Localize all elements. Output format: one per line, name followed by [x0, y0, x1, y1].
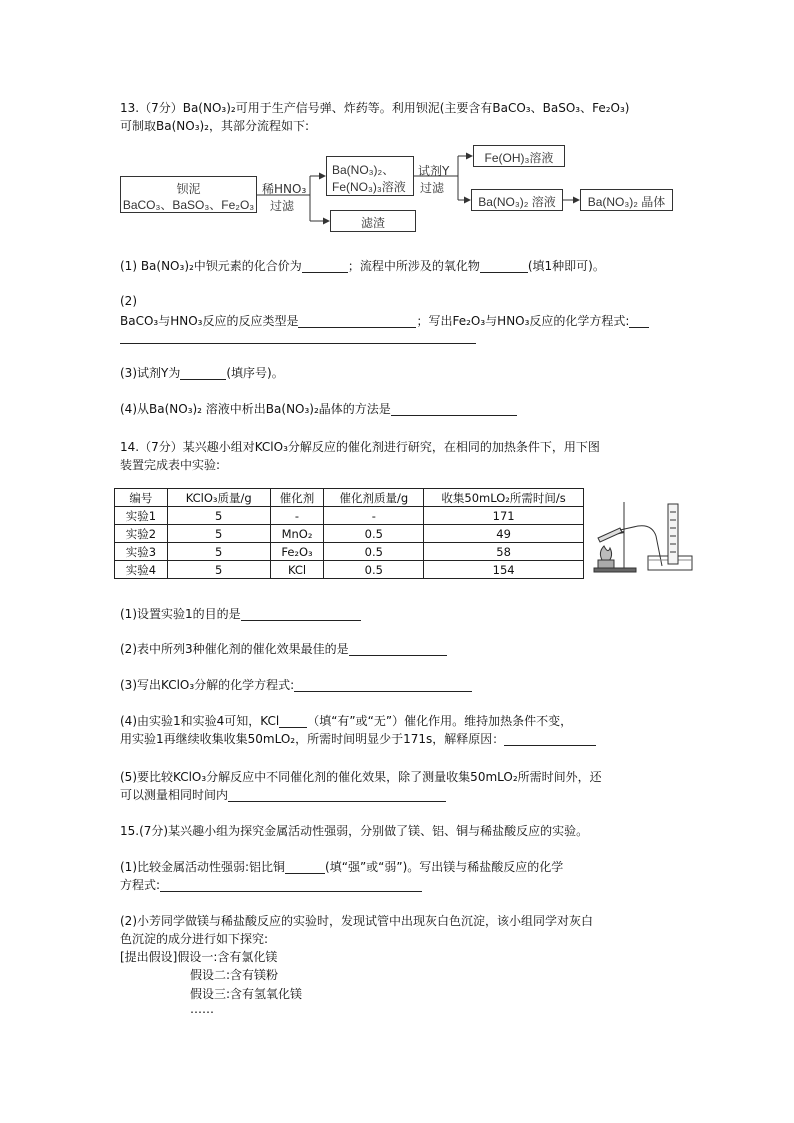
- table-cell: 5: [167, 507, 270, 525]
- table-cell: 实验4: [115, 561, 168, 579]
- q15-part1-text-c: 方程式:: [120, 878, 161, 892]
- table-cell: 5: [167, 561, 270, 579]
- table-cell: 实验1: [115, 507, 168, 525]
- q14-part5-text-b: 可以测量相同时间内: [120, 788, 229, 802]
- q13-part2-number: (2): [120, 294, 137, 308]
- q14-part4-text-a: (4)由实验1和实验4可知，KCl: [120, 714, 280, 728]
- table-row: [115, 543, 584, 561]
- q14-part4-text-b: （填“有”或“无”）催化作用。维持加热条件不变，: [307, 714, 573, 728]
- alcohol-lamp: [598, 560, 614, 568]
- flow-box-filtrate-line1: Ba(NO₃)₂、: [332, 163, 395, 177]
- q13-answer-crystallization[interactable]: [391, 402, 517, 416]
- q13-part4: [120, 400, 517, 417]
- q14-stem-line2: 装置完成表中实验:: [120, 458, 221, 472]
- flow-arrow2-reagent: 试剂Y: [418, 164, 450, 178]
- q14-answer-best-catalyst[interactable]: [349, 642, 447, 656]
- q14-part4-text-c: 用实验1再继续收集收集50mLO₂，所需时间明显少于171s，解释原因：: [120, 732, 505, 746]
- q15-hypothesis-ellipsis: ……: [190, 1002, 214, 1016]
- flow-box-residue-label: 滤渣: [360, 216, 385, 230]
- oxygen-collection-apparatus-illustration: [590, 498, 698, 576]
- table-cell: 58: [424, 543, 584, 561]
- table-cell: KCl: [270, 561, 324, 579]
- flow-box-barium-nitrate-crystal-label: Ba(NO₃)₂ 晶体: [587, 195, 666, 209]
- q14-part4-line2: [120, 730, 596, 747]
- q13-part2: [120, 312, 649, 329]
- q13-part1-text-b: ；流程中所涉及的氧化物: [347, 259, 480, 273]
- table-cell: 实验3: [115, 543, 168, 561]
- q13-part3-text-b: (填序号)。: [226, 366, 284, 380]
- q13-answer-oxide[interactable]: [480, 259, 528, 273]
- q13-answer-reagent-y[interactable]: [180, 366, 226, 380]
- test-tube: [598, 528, 622, 542]
- q15-answer-activity[interactable]: [285, 860, 325, 874]
- q14-answer-kcl-effect[interactable]: [279, 714, 307, 728]
- table-cell: 0.5: [324, 561, 424, 579]
- q14-part5-line1: (5)要比较KClO₃分解反应中不同催化剂的催化效果，除了测量收集50mLO₂所需时间外，还: [120, 770, 602, 784]
- q14-part4-line1: [120, 712, 572, 729]
- q15-answer-equation[interactable]: [160, 878, 422, 892]
- stand-base: [594, 568, 636, 572]
- q15-part1-text-b: (填“强”或“弱”)。写出镁与稀盐酸反应的化学: [325, 860, 564, 874]
- table-cell: -: [324, 507, 424, 525]
- q15-hypothesis-1: [提出假设]假设一:含有氯化镁: [120, 950, 278, 964]
- table-header-cell: KClO₃质量/g: [167, 489, 270, 507]
- q14-part5-line2: [120, 786, 446, 803]
- flow-arrow2-operation: 过滤: [420, 181, 445, 195]
- table-cell: 5: [167, 543, 270, 561]
- table-cell: 5: [167, 525, 270, 543]
- q14-part1-text: (1)设置实验1的目的是: [120, 607, 241, 621]
- flow-box-barium-mud-components: BaCO₃、BaSO₃、Fe₂O₃: [122, 198, 255, 212]
- q13-stem-line2: 可制取Ba(NO₃)₂，其部分流程如下:: [120, 119, 310, 133]
- q14-part2: [120, 640, 447, 657]
- q13-part1-text-a: (1) Ba(NO₃)₂中钡元素的化合价为: [120, 259, 302, 273]
- table-header-row: [115, 489, 584, 507]
- table-row: [115, 525, 584, 543]
- flow-box-filtrate-line2: Fe(NO₃)₃溶液: [332, 180, 406, 194]
- q13-part1: [120, 257, 605, 274]
- q13-part2-text-a: BaCO₃与HNO₃反应的反应类型是: [120, 314, 299, 328]
- q15-part2-line1: (2)小芳同学做镁与稀盐酸反应的实验时，发现试管中出现灰白色沉淀，该小组同学对灰白: [120, 914, 594, 928]
- q13-part1-text-c: (填1种即可)。: [527, 259, 605, 273]
- q15-part1-line2: [120, 876, 422, 893]
- q14-answer-reason[interactable]: [504, 732, 596, 746]
- flow-arrow1-reagent: 稀HNO₃: [262, 182, 307, 196]
- table-header-cell: 催化剂质量/g: [324, 489, 424, 507]
- q13-part2-text-b: ；写出Fe₂O₃与HNO₃反应的化学方程式:: [416, 314, 630, 328]
- q13-part3: [120, 364, 284, 381]
- q14-answer-equation[interactable]: [294, 678, 472, 692]
- q15-part2-line2: 色沉淀的成分进行如下探究:: [120, 932, 269, 946]
- q14-answer-purpose[interactable]: [241, 607, 361, 621]
- table-cell: 0.5: [324, 525, 424, 543]
- graduated-cylinder: [668, 504, 678, 564]
- q13-answer-equation-start[interactable]: [629, 314, 649, 328]
- q15-stem: 15.(7分)某兴趣小组为探究金属活动性强弱，分别做了镁、铝、铜与稀盐酸反应的实验。: [120, 824, 589, 838]
- flow-box-barium-mud-title: 钡泥: [176, 182, 201, 196]
- table-row: [115, 561, 584, 579]
- table-header-cell: 催化剂: [270, 489, 324, 507]
- table-cell: 49: [424, 525, 584, 543]
- q13-answer-reaction-type[interactable]: [298, 314, 416, 328]
- q13-part3-text-a: (3)试剂Y为: [120, 366, 181, 380]
- q15-hypothesis-3: 假设三:含有氢氧化镁: [190, 987, 303, 1001]
- q15-part1-line1: [120, 858, 563, 875]
- table-cell: 171: [424, 507, 584, 525]
- flow-box-iron-hydroxide-label: Fe(OH)₃溶液: [484, 151, 554, 165]
- q14-stem-line1: 14.（7分）某兴趣小组对KClO₃分解反应的催化剂进行研究，在相同的加热条件下，用下图: [120, 440, 600, 454]
- table-cell: -: [270, 507, 324, 525]
- q15-hypothesis-2: 假设二:含有镁粉: [190, 968, 279, 982]
- table-cell: Fe₂O₃: [270, 543, 324, 561]
- table-cell: 0.5: [324, 543, 424, 561]
- q13-answer-valence[interactable]: [302, 259, 348, 273]
- q15-part1-text-a: (1)比较金属活动性强弱:铝比铜: [120, 860, 286, 874]
- q13-stem-line1: 13.（7分）Ba(NO₃)₂可用于生产信号弹、炸药等。利用钡泥(主要含有BaCO₃、BaSO₃、Fe₂O₃): [120, 101, 630, 115]
- q14-answer-measurement[interactable]: [228, 788, 446, 802]
- q13-answer-equation-line[interactable]: [120, 330, 476, 344]
- table-cell: MnO₂: [270, 525, 324, 543]
- flow-arrow1-operation: 过滤: [270, 199, 295, 213]
- q14-part2-text: (2)表中所列3种催化剂的催化效果最佳的是: [120, 642, 349, 656]
- q14-experiment-table: [114, 488, 584, 579]
- table-cell: 实验2: [115, 525, 168, 543]
- table-header-cell: 收集50mLO₂所需时间/s: [424, 489, 584, 507]
- table-row: [115, 507, 584, 525]
- q14-part3: [120, 676, 472, 693]
- flow-box-barium-nitrate-solution-label: Ba(NO₃)₂ 溶液: [478, 195, 556, 209]
- table-header-cell: 编号: [115, 489, 168, 507]
- table-cell: 154: [424, 561, 584, 579]
- q14-part3-text: (3)写出KClO₃分解的化学方程式:: [120, 678, 295, 692]
- flow-arrows: [0, 0, 794, 260]
- q13-part4-text-a: (4)从Ba(NO₃)₂ 溶液中析出Ba(NO₃)₂晶体的方法是: [120, 402, 391, 416]
- q14-part1: [120, 605, 361, 622]
